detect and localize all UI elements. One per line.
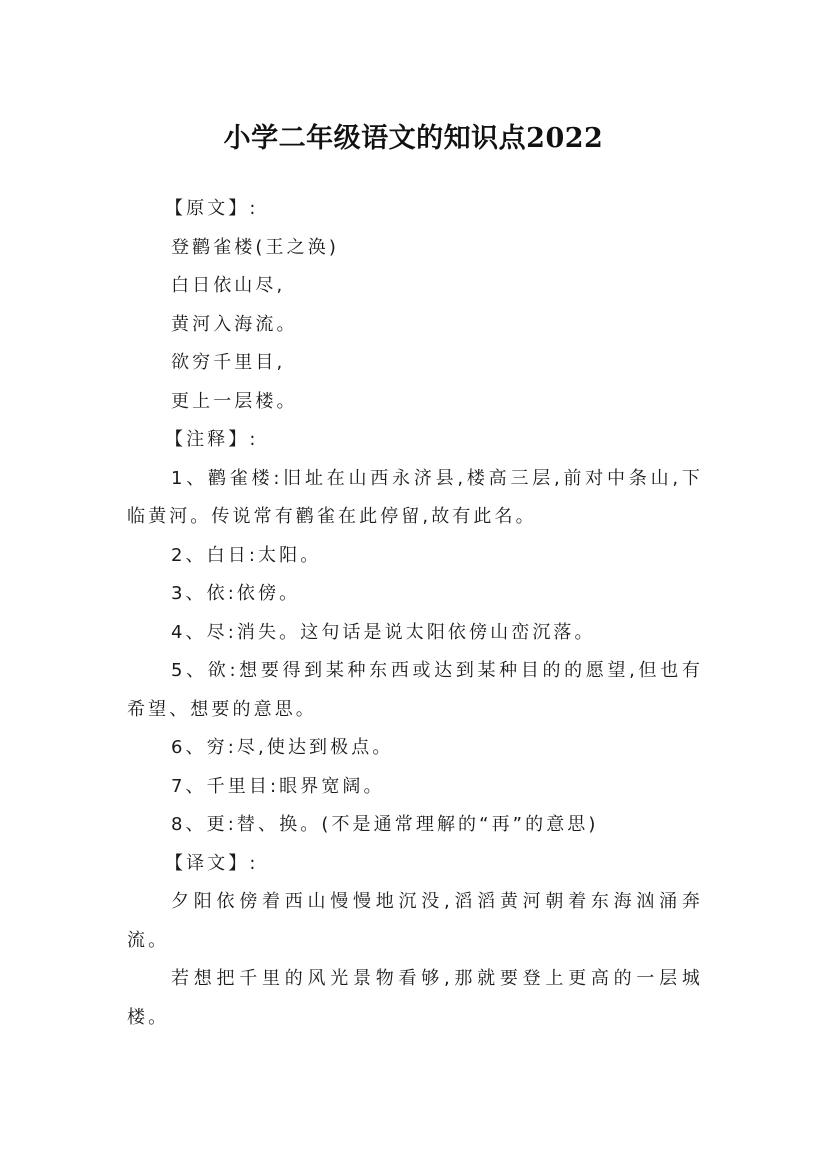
poem-title-line: 登鹳雀楼(王之涣) [171, 236, 339, 258]
translation-paragraph: 夕阳依傍着西山慢慢地沉没,滔滔黄河朝着东海汹涌奔流。 [127, 891, 703, 951]
poem-line-1: 白日依山尽, [171, 275, 286, 296]
poem-line-2: 黄河入海流。 [171, 313, 298, 335]
document-title: 小学二年级语文的知识点2022 [223, 123, 604, 155]
note-item: 7、千里目:眼界宽阔。 [171, 775, 385, 797]
note-item: 8、更:替、换。(不是通常理解的“再”的意思) [171, 814, 599, 835]
poem-line-3: 欲穷千里目, [171, 352, 286, 373]
translation-paragraph: 若想把千里的风光景物看够,那就要登上更高的一层城楼。 [127, 968, 703, 1028]
note-item: 6、穷:尽,使达到极点。 [171, 737, 394, 758]
poem-line-4: 更上一层楼。 [171, 390, 298, 412]
translation-heading: 【译文】: [165, 852, 259, 874]
notes-heading: 【注释】: [165, 429, 259, 450]
note-item: 4、尽:消失。这句话是说太阳依傍山峦沉落。 [171, 621, 596, 643]
original-text-heading: 【原文】: [165, 198, 259, 219]
note-item: 5、欲:想要得到某种东西或达到某种目的的愿望,但也有希望、想要的意思。 [127, 660, 703, 720]
note-item: 3、依:依傍。 [171, 583, 301, 604]
document-body [127, 190, 703, 1037]
note-item: 2、白日:太阳。 [171, 544, 322, 566]
note-item: 1、鹳雀楼:旧址在山西永济县,楼高三层,前对中条山,下临黄河。传说常有鹳雀在此停留,故有此名。 [127, 467, 703, 527]
